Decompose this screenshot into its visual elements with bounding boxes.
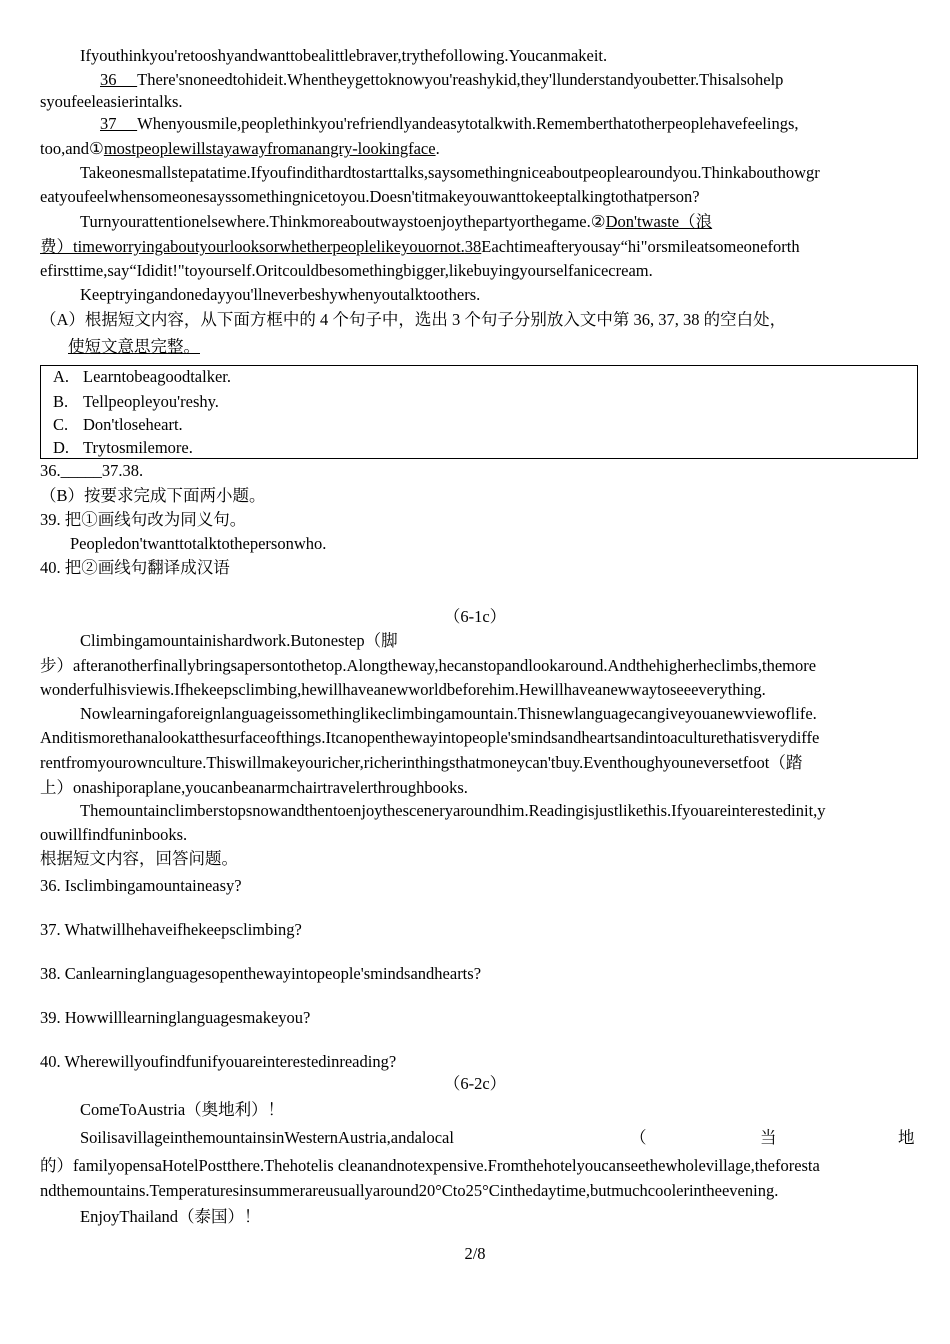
option-b: B. Tellpeopleyou'reshy. <box>53 392 219 411</box>
instruction-a-line2: 使短文意思完整。 <box>68 337 200 356</box>
instruction-b: （B）按要求完成下面两小题。 <box>40 486 266 505</box>
passage-c-para1-line1: SoilisavillageinthemountainsinWesternAustria,andalocal <box>80 1128 454 1147</box>
question-39: 39. 把①画线句改为同义句。 <box>40 510 247 529</box>
passage-b-para1-line3: wonderfulhisviewis.Ifhekeepsclimbing,hewillhaveanewworldbeforehim.Hewillhaveanewwaytoseeeverything. <box>40 680 766 699</box>
option-a: A. Learntobeagoodtalker. <box>53 367 231 386</box>
passage-a-intro: Ifyouthinkyou'retooshyandwanttobealittlebraver,trythefollowing.Youcanmakeit. <box>80 46 608 65</box>
passage-b-question-38: 38. Canlearninglanguagesopenthewayintopeople'smindsandhearts? <box>40 964 482 983</box>
passage-c-gloss-open: （ <box>630 1128 647 1147</box>
blank-36: 36 <box>100 70 117 89</box>
instruction-a-line1: （A）根据短文内容，从下面方框中的 4 个句子中，选出 3 个句子分别放入文中第 36, 37, 38 的空白处， <box>40 310 787 329</box>
passage-a-para4-line1: Turnyourattentionelsewhere.Thinkmoreaboutwaystoenjoythepartyorthegame.②Don'twaste（浪 <box>80 212 713 231</box>
passage-c-title-thailand: EnjoyThailand（泰国）！ <box>80 1207 261 1226</box>
passage-b-para3-line2: ouwillfindfuninbooks. <box>40 825 188 844</box>
underlined-sentence-2-part1: Don'twaste（浪 <box>605 212 713 231</box>
page-number: 2/8 <box>464 1244 486 1263</box>
passage-a-para3-line1: Takeonesmallstepatatime.Ifyoufindithardtostarttalks,saysomethingniceaboutpeoplearoundyou.Thinkabouthowgr <box>80 163 820 182</box>
passage-c-para1-line2: 的）familyopensaHotelPostthere.Thehotelis cleanandnotexpensive.Fromthehotelyoucanseethewholevillage,theforesta <box>40 1156 820 1175</box>
passage-b-para2-line4: 上）onashiporaplane,youcanbeanarmchairtravelerthroughbooks. <box>40 778 468 797</box>
passage-b-question-39: 39. Howwilllearninglanguagesmakeyou? <box>40 1008 311 1027</box>
passage-a-para2-line1: 37 Whenyousmile,peoplethinkyou'refriendlyandeasytotalkwith.Rememberthatotherpeoplehavefeelings, <box>100 114 799 133</box>
passage-a-para1-line2: syoufeeleasierintalks. <box>40 92 183 111</box>
passage-b-para1-line1: Climbingamountainishardwork.Butonestep（脚 <box>80 631 398 650</box>
passage-b-para2-line2: Anditismorethanalookatthesurfaceofthings.Itcanopenthewayintopeople'smindsandheartsandintoaculturethatisverydiffe <box>40 728 820 747</box>
answer-line: 36._____37.38. <box>40 461 144 480</box>
underlined-sentence-1: mostpeoplewillstayawayfromanangry-lookingface <box>103 139 436 158</box>
passage-a-para1-line1: 36 There'snoneedtohideit.Whentheygettoknowyou'reashykid,they'llunderstandyoubetter.Thisalsohelp <box>100 70 784 89</box>
passage-c-title-austria: ComeToAustria（奥地利）！ <box>80 1100 285 1119</box>
passage-b-para2-line3: rentfromyourownculture.Thiswillmakeyouricher,richerinthingsthatmoneycan'tbuy.Eventhoughyouneversetfoot（踏 <box>40 753 803 772</box>
options-box <box>40 365 918 459</box>
passage-b-question-40: 40. Wherewillyoufindfunifyouareinterestedinreading? <box>40 1052 397 1071</box>
question-39-answer: Peopledon'twanttotalktothepersonwho. <box>70 534 327 553</box>
passage-b-instruction: 根据短文内容，回答问题。 <box>40 849 238 868</box>
passage-b-question-36: 36. Isclimbingamountaineasy? <box>40 876 242 895</box>
circled-one-mark: ① <box>89 139 104 158</box>
option-c: C. Don'tloseheart. <box>53 415 183 434</box>
passage-a-para4-line3: efirsttime,say“Ididit!"toyourself.Oritcouldbesomethingbigger,likebuyingyourselfanicecream. <box>40 261 653 280</box>
passage-a-para4-line2: 费）timeworryingaboutyourlooksorwhetherpeoplelikeyouornot.38Eachtimeafteryousay“hi"orsmileatsomeoneforth <box>40 237 800 256</box>
blank-38: 38 <box>464 237 482 256</box>
question-40: 40. 把②画线句翻译成汉语 <box>40 558 230 577</box>
passage-b-para1-line2: 步）afteranotherfinallybringsapersontothetop.Alongtheway,hecanstopandlookaround.Andthehigherheclimbs,themore <box>40 656 817 675</box>
passage-a-para5: Keeptryingandonedayyou'llneverbeshywhenyoutalktoothers. <box>80 285 481 304</box>
passage-b-para2-line1: Nowlearningaforeignlanguageissomethinglikeclimbingamountain.Thisnewlanguagecangiveyouanewviewoflife. <box>80 704 817 723</box>
passage-c-gloss-char2: 地 <box>898 1128 915 1147</box>
section-code-6-1c: （6-1c） <box>443 607 507 626</box>
passage-b-question-37: 37. Whatwillhehaveifhekeepsclimbing? <box>40 920 302 939</box>
passage-a-para3-line2: eatyoufeelwhensomeonesayssomethingnicetoyou.Doesn'titmakeyouwanttokeeptalkingtothatperson? <box>40 187 700 206</box>
blank-37: 37 <box>100 114 117 133</box>
underlined-sentence-2-part2: 费）timeworryingaboutyourlooksorwhetherpeoplelikeyouornot. <box>40 237 465 256</box>
circled-two-mark: ② <box>590 212 606 231</box>
section-code-6-2c: （6-2c） <box>443 1074 507 1093</box>
passage-a-para2-line2: too,and①mostpeoplewillstayawayfromanangry-lookingface. <box>40 139 440 158</box>
passage-b-para3-line1: Themountainclimberstopsnowandthentoenjoythesceneryaroundhim.Readingisjustlikethis.Ifyouareinterestedinit,y <box>80 801 826 820</box>
passage-c-gloss-char1: 当 <box>760 1128 777 1147</box>
passage-c-para1-line3: ndthemountains.Temperaturesinsummerareusuallyaround20°Cto25°Cinthedaytime,butmuchcoolerintheevening. <box>40 1181 779 1200</box>
option-d: D. Trytosmilemore. <box>53 438 193 457</box>
